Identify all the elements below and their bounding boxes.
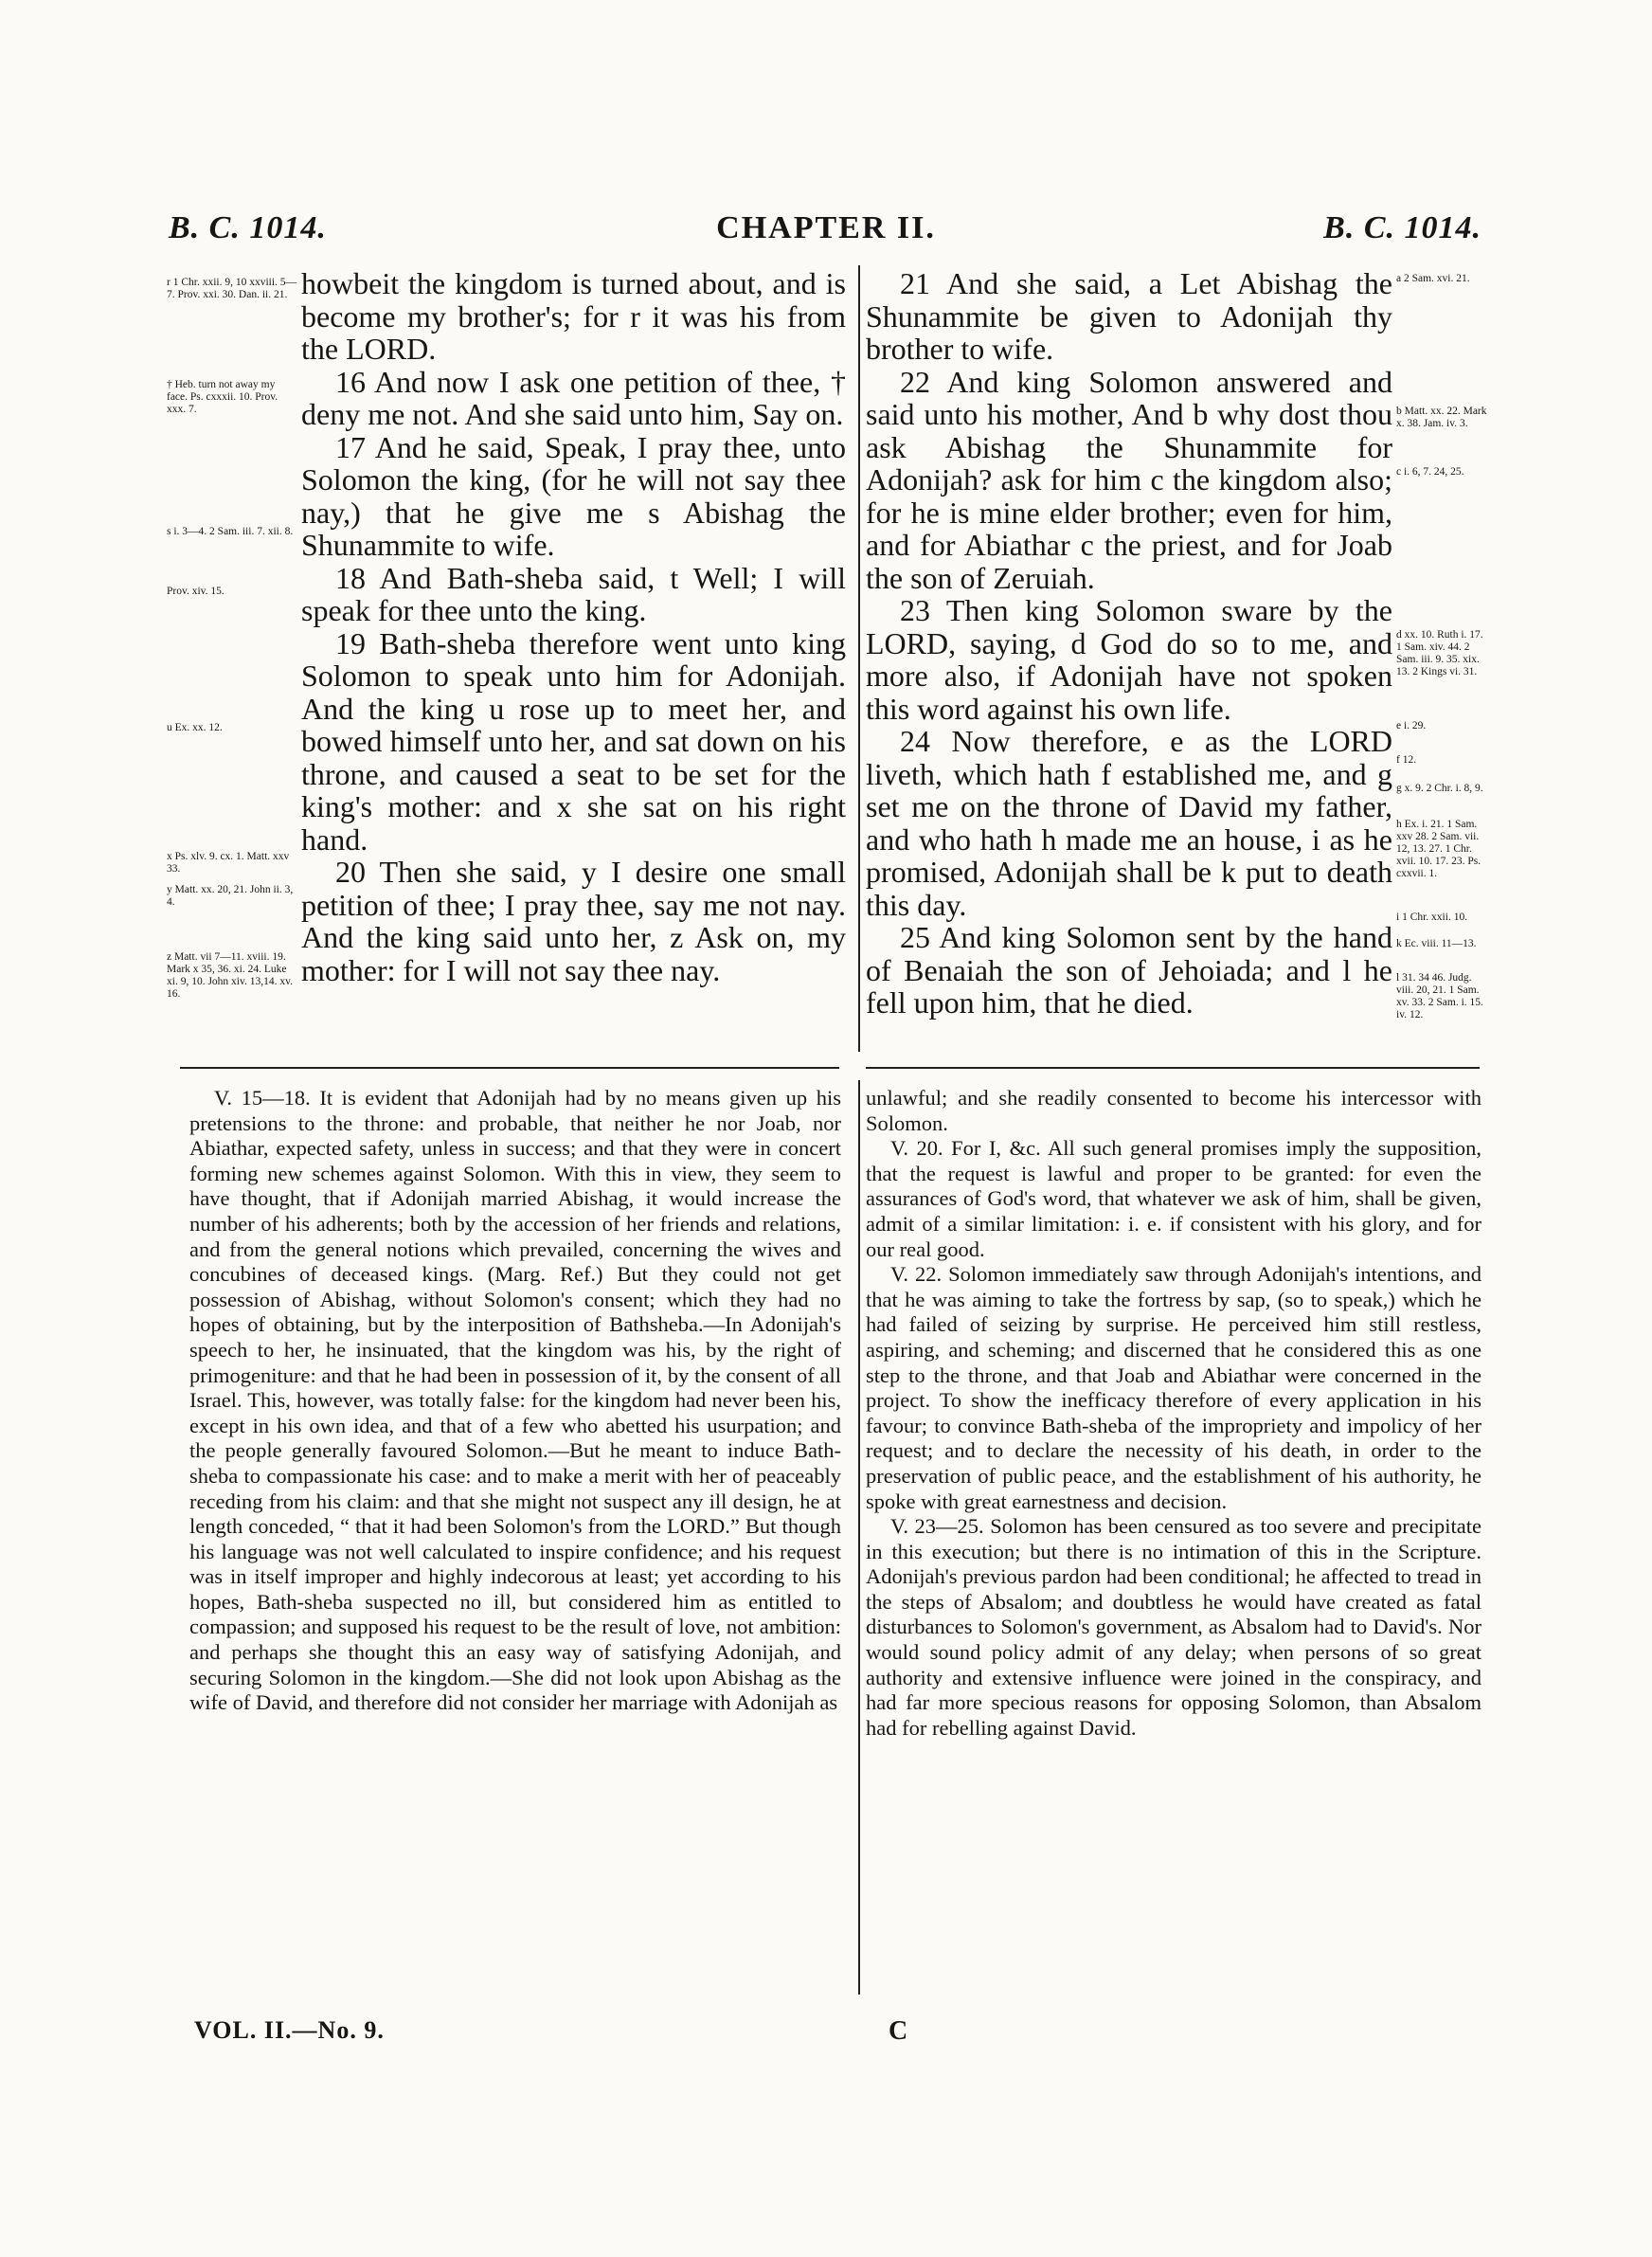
margin-note: † Heb. turn not away my face. Ps. cxxxii. 10. Prov. xxx. 7. bbox=[167, 379, 278, 415]
verse-text: 22 And king Solomon answered and said unto his mother, And b why dost thou ask Abishag the Shunammite for Adonijah? ask for him c the kingdom also; for he is mine elder brother; even for him, and for Abiathar c the priest, and for Joab the son of Zeruiah. bbox=[866, 364, 1392, 595]
verse-text: 19 Bath-sheba therefore went unto king Solomon to speak unto him for Adonijah. And the king u rose up to meet her, and bowed himself unto her, and sat down on his throne, and caused a seat to be set for the king's mother: and x she sat on his right hand. bbox=[301, 625, 846, 857]
section-rule-right bbox=[866, 1067, 1480, 1069]
column-divider-lower bbox=[858, 1080, 860, 1995]
margin-note: f 12. bbox=[1396, 754, 1417, 766]
margin-note: y Matt. xx. 20, 21. John ii. 3, 4. bbox=[167, 884, 294, 908]
volume-number: VOL. II.—No. 9. bbox=[194, 2016, 385, 2044]
margin-note: g x. 9. 2 Chr. i. 8, 9. bbox=[1396, 783, 1483, 794]
chapter-heading: CHAPTER II. bbox=[716, 210, 936, 245]
verse-text: 21 And she said, a Let Abishag the Shunammite be given to Adonijah thy brother to wife. bbox=[866, 266, 1392, 366]
column-divider-upper bbox=[858, 265, 860, 1052]
verse-text: 18 And Bath-sheba said, t Well; I will speak for thee unto the king. bbox=[301, 560, 846, 627]
margin-note: d xx. 10. Ruth i. 17. 1 Sam. xiv. 44. 2 Sam. iii. 9. 35. xix. 13. 2 Kings vi. 31. bbox=[1396, 629, 1483, 677]
verse-column-right bbox=[866, 267, 1392, 1020]
margin-note: u Ex. xx. 12. bbox=[167, 722, 223, 733]
margin-note: l 31. 34 46. Judg. viii. 20, 21. 1 Sam. xv. 33. 2 Sam. i. 15. iv. 12. bbox=[1396, 972, 1483, 1020]
commentary-paragraph: V. 23—25. Solomon has been censured as too severe and precipitate in this execution; but there is no intimation of this in the Scripture. Adonijah's previous pardon had been conditional; he affected to tread in the steps of Absalom; and doubtless he would have created as fatal disturbances to Solomon's government, as Absalom had to David's. Nor would sound policy admit of any delay; when persons of so great authority and extensive influence were joined in the conspiracy, and had far more specious reasons for opposing Solomon, than Absalom had for rebelling against David. bbox=[866, 1514, 1481, 1740]
margin-note: k Ec. viii. 11—13. bbox=[1396, 938, 1477, 949]
commentary-paragraph: V. 22. Solomon immediately saw through Adonijah's intentions, and that he was aiming to take the fortress by sap, (so to speak,) which he had failed of seizing by surprise. He perceived him still restless, aspiring, and scheming; and discerned that he considered this as one step to the throne, and that Joab and Abiathar were concerned in the project. To show the inefficacy therefore of every application in his favour; to convince Bath-sheba of the impropriety and impolicy of her request; and to declare the necessity of his death, in order to the preservation of public peace, and the establishment of his authority, he spoke with great earnestness and decision. bbox=[866, 1262, 1481, 1513]
verse-column-left bbox=[301, 267, 846, 986]
margin-note: s i. 3—4. 2 Sam. iii. 7. xii. 8. bbox=[167, 526, 294, 537]
margin-note: c i. 6, 7. 24, 25. bbox=[1396, 466, 1464, 478]
verse-text: 16 And now I ask one petition of thee, † deny me not. And she said unto him, Say on. bbox=[301, 364, 846, 431]
margin-note: Prov. xiv. 15. bbox=[167, 586, 224, 597]
verse-text: 17 And he said, Speak, I pray thee, unto Solomon the king, (for he will not say thee nay,) that he give me s Abishag the Shunammite to wife. bbox=[301, 429, 846, 562]
header-date-left: B. C. 1014. bbox=[169, 210, 327, 245]
margin-note: a 2 Sam. xvi. 21. bbox=[1396, 273, 1470, 284]
margin-note: z Matt. vii 7—11. xviii. 19. Mark x 35, 36. xi. 24. Luke xi. 9, 10. John xiv. 13,14. xv. 16. bbox=[167, 951, 293, 1000]
signature-mark: C bbox=[889, 2016, 908, 2046]
verse-text: 23 Then king Solomon sware by the LORD, saying, d God do so to me, and more also, if Adonijah have not spoken this word against his own life. bbox=[866, 593, 1392, 726]
section-rule-left bbox=[180, 1067, 839, 1069]
verse-text: howbeit the kingdom is turned about, and is become my brother's; for r it was his from the LORD. bbox=[301, 266, 846, 366]
commentary-column-right bbox=[866, 1086, 1481, 1741]
margin-note: i 1 Chr. xxii. 10. bbox=[1396, 912, 1468, 923]
commentary-paragraph: unlawful; and she readily consented to become his intercessor with Solomon. bbox=[866, 1086, 1481, 1135]
margin-note: h Ex. i. 21. 1 Sam. xxv 28. 2 Sam. vii. 12, 13. 27. 1 Chr. xvii. 10. 17. 23. Ps. cxxvii. 1. bbox=[1396, 819, 1481, 879]
commentary-paragraph: V. 15—18. It is evident that Adonijah had by no means given up his pretensions to the throne: and probable, that neither he nor Joab, nor Abiathar, expected safety, unless in success; and that they were in concert forming new schemes against Solomon. With this in view, they seem to have thought, that if Adonijah married Abishag, it would increase the number of his adherents; both by the accession of her friends and relations, and from the general notions which prevailed, concerning the wives and concubines of deceased kings. (Marg. Ref.) But they could not get possession of Abishag, without Solomon's consent; which they had no hopes of obtaining, but by the interposition of Bathsheba.—In Adonijah's speech to her, he insinuated, that the kingdom was his, by the right of primogeniture: and that he had been in possession of it, by the consent of all Israel. This, however, was totally false: for the kingdom had never been his, except in his own idea, and that of a few who abetted his usurpation; and the people generally favoured Solomon.—But he meant to induce Bath-sheba to compassionate his case: and to make a merit with her of peaceably receding from his claim: and that she might not suspect any ill design, he at length conceded, “ that it had been Solomon's from the LORD.” But though his language was not well calculated to inspire confidence; and his request was in itself improper and highly indecorous at least; yet according to his hopes, Bath-sheba suspected no ill, but considered him as entitled to compassion; and supposed his request to be the result of love, not ambition: and perhaps she thought this an easy way of satisfying Adonijah, and securing Solomon in the kingdom.—She did not look upon Abishag as the wife of David, and therefore did not consider her marriage with Adonijah as bbox=[189, 1086, 841, 1715]
verse-text: 25 And king Solomon sent by the hand of Benaiah the son of Jehoiada; and l he fell upon him, that he died. bbox=[866, 920, 1392, 1020]
margin-note: e i. 29. bbox=[1396, 720, 1427, 731]
verse-text: 24 Now therefore, e as the LORD liveth, which hath f established me, and g set me on the throne of David my father, and who hath h made me an house, i as he promised, Adonijah shall be k put to death this day. bbox=[866, 724, 1392, 922]
commentary-paragraph: V. 20. For I, &c. All such general promises imply the supposition, that the request is lawful and proper to be granted: for even the assurances of God's word, that whatever we ask of him, shall be given, admit of a similar limitation: i. e. if consistent with his glory, and for our real good. bbox=[866, 1136, 1481, 1261]
verse-text: 20 Then she said, y I desire one small petition of thee; I pray thee, say me not nay. And the king said unto her, z Ask on, my mother: for I will not say thee nay. bbox=[301, 855, 846, 987]
margin-note: b Matt. xx. 22. Mark x. 38. Jam. iv. 3. bbox=[1396, 406, 1487, 429]
margin-note: r 1 Chr. xxii. 9, 10 xxviii. 5—7. Prov. xxi. 30. Dan. ii. 21. bbox=[167, 277, 297, 300]
margin-note: x Ps. xlv. 9. cx. 1. Matt. xxv 33. bbox=[167, 851, 290, 875]
commentary-column-left bbox=[189, 1086, 841, 1716]
header-date-right: B. C. 1014. bbox=[1323, 210, 1481, 245]
